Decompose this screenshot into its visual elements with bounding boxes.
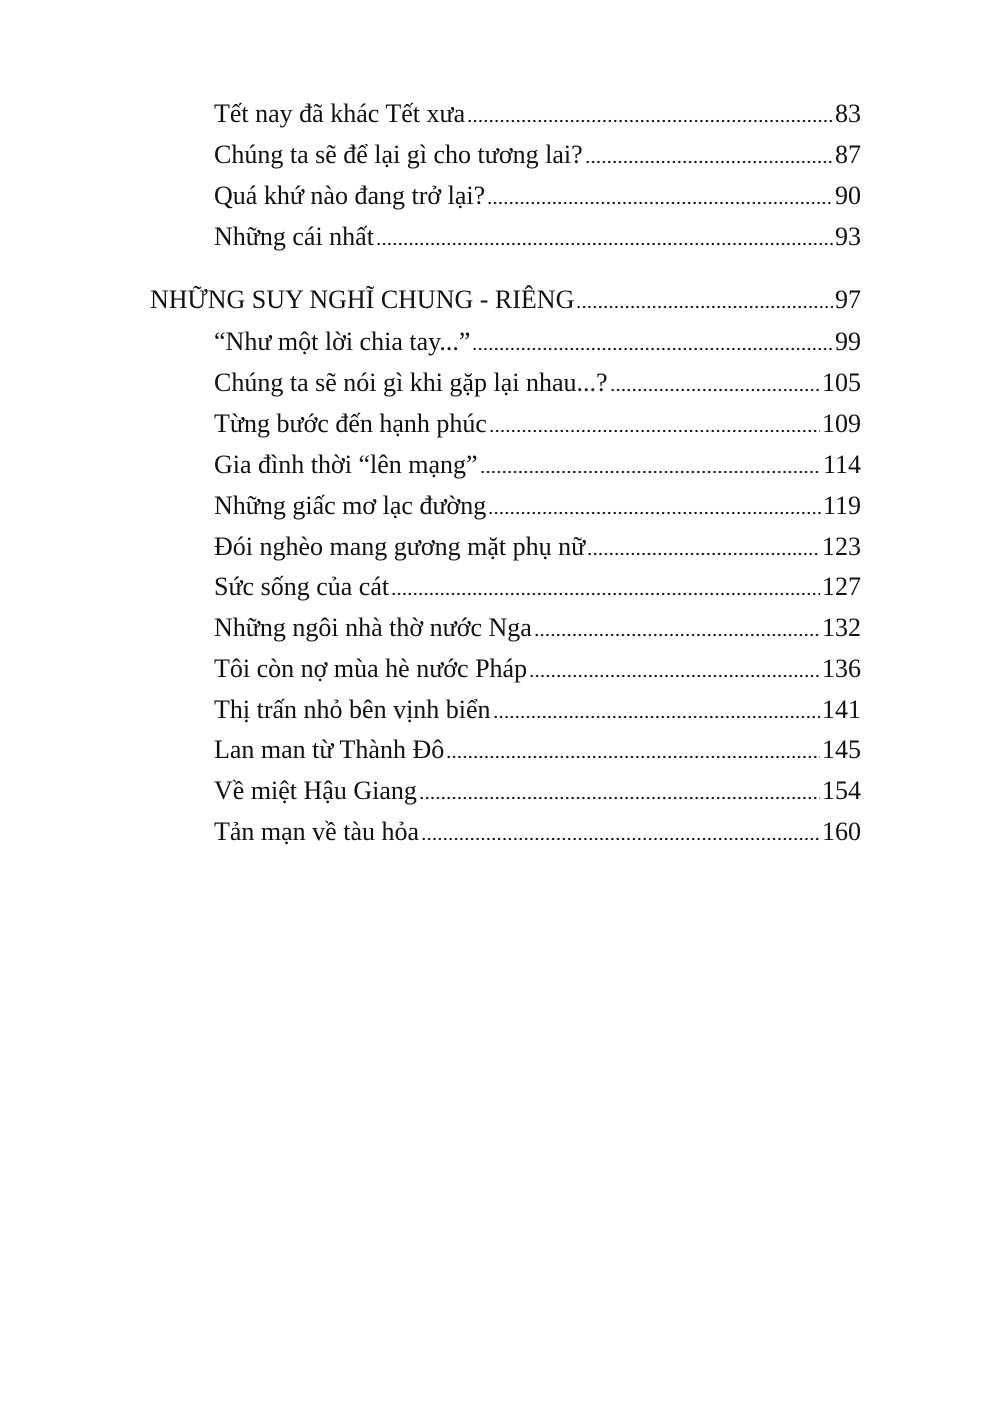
toc-entry (214, 609, 861, 643)
toc-dot-leader (534, 633, 820, 637)
toc-dot-leader (472, 347, 833, 351)
toc-entry (214, 446, 861, 480)
toc-entry (214, 772, 861, 806)
toc-entry (214, 691, 861, 725)
toc-entry-title: Chúng ta sẽ để lại gì cho tương lai? (214, 140, 583, 169)
toc-entry-page: 105 (822, 368, 861, 397)
toc-entry (214, 731, 861, 765)
toc-dot-leader (576, 305, 833, 309)
toc-entry-title: Quá khứ nào đang trở lại? (214, 181, 486, 210)
toc-dot-leader (376, 242, 833, 246)
toc-dot-leader (489, 429, 820, 433)
toc-entry-page: 119 (822, 491, 861, 520)
toc-entry (214, 650, 861, 684)
toc-entry-page: 154 (822, 776, 861, 805)
toc-entry-title: Sức sống của cát (214, 572, 390, 601)
toc-section-title: NHỮNG SUY NGHĨ CHUNG - RIÊNG (150, 285, 575, 314)
toc-entry-title: Thị trấn nhỏ bên vịnh biển (214, 695, 491, 724)
toc-entry (214, 323, 861, 357)
toc-entry-page: 127 (822, 572, 861, 601)
toc-dot-leader (467, 119, 833, 123)
toc-entry-title: Chúng ta sẽ nói gì khi gặp lại nhau...? (214, 368, 608, 397)
toc-dot-leader (487, 201, 833, 205)
toc-dot-leader (446, 755, 820, 759)
toc-entry-title: Đói nghèo mang gương mặt phụ nữ (214, 532, 586, 561)
toc-entry-title: Gia đình thời “lên mạng” (214, 450, 478, 479)
toc-entry-page: 90 (835, 181, 861, 210)
toc-dot-leader (585, 160, 833, 164)
toc-entry-page: 141 (822, 695, 861, 724)
toc-entry-title: Lan man từ Thành Đô (214, 735, 445, 764)
toc-entry-page: 145 (822, 735, 861, 764)
toc-section-page: 97 (835, 285, 861, 314)
toc-entry-page: 123 (822, 532, 861, 561)
toc-entry-title: Những giấc mơ lạc đường (214, 491, 487, 520)
toc-entry-title: Về miệt Hậu Giang (214, 776, 417, 805)
toc-dot-leader (610, 388, 820, 392)
toc-dot-leader (391, 592, 820, 596)
toc-entry (214, 568, 861, 602)
toc-dot-leader (419, 796, 820, 800)
toc-dot-leader (493, 715, 820, 719)
toc-entry (214, 487, 861, 521)
toc-entry (214, 218, 861, 252)
toc-entry (214, 95, 861, 129)
toc-dot-leader (421, 837, 820, 841)
toc-entry-page: 93 (835, 222, 861, 251)
toc-entry-page: 160 (822, 817, 861, 846)
toc-entry-title: Từng bước đến hạnh phúc (214, 409, 487, 438)
toc-entry-page: 136 (822, 654, 861, 683)
toc-entry-title: Tết nay đã khác Tết xưa (214, 99, 466, 128)
toc-entry (214, 813, 861, 847)
toc-entry-title: Những ngôi nhà thờ nước Nga (214, 613, 532, 642)
toc-entry (214, 136, 861, 170)
toc-entry (214, 405, 861, 439)
toc-entry (214, 177, 861, 211)
toc-entry (214, 364, 861, 398)
toc-entry-page: 99 (835, 327, 861, 356)
toc-dot-leader (480, 470, 821, 474)
toc-dot-leader (587, 552, 820, 556)
toc-dot-leader (529, 674, 820, 678)
toc-entry-page: 132 (822, 613, 861, 642)
toc-entry-page: 109 (822, 409, 861, 438)
toc-entry-title: Tôi còn nợ mùa hè nước Pháp (214, 654, 528, 683)
toc-entry (214, 528, 861, 562)
toc-entry-title: “Như một lời chia tay...” (214, 327, 471, 356)
toc-entry-page: 83 (835, 99, 861, 128)
toc-entry-title: Những cái nhất (214, 222, 374, 251)
toc-entry-title: Tản mạn về tàu hỏa (214, 817, 420, 846)
toc-dot-leader (488, 511, 821, 515)
toc-entry-page: 114 (822, 450, 861, 479)
toc-entry-page: 87 (835, 140, 861, 169)
toc-section-heading (150, 281, 861, 315)
